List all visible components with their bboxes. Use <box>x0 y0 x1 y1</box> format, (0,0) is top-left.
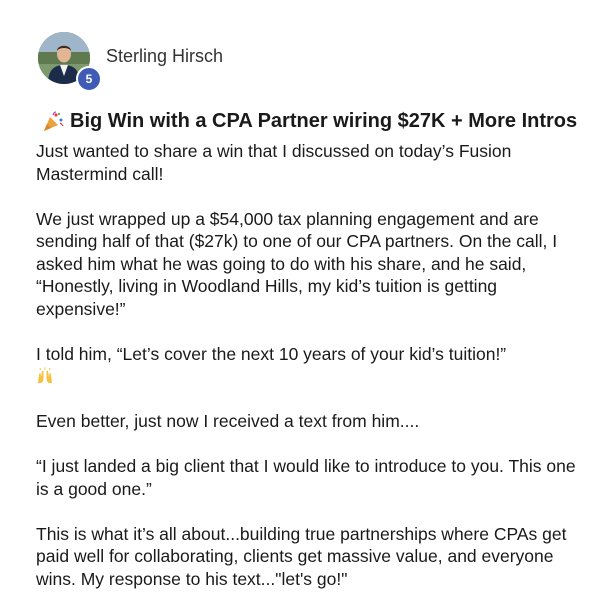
post-body <box>36 140 576 613</box>
post-paragraph-1: Just wanted to share a win that I discussed on today’s Fusion Mastermind call! <box>36 141 512 184</box>
author-name[interactable]: Sterling Hirsch <box>106 46 224 66</box>
post-paragraph-3-text: I told him, “Let’s cover the next 10 years of your kid’s tuition!” <box>36 343 507 364</box>
post-paragraph-3 <box>36 343 576 388</box>
party-popper-icon <box>42 111 64 133</box>
post-paragraph-4: Even better, just now I received a text from him.... <box>36 411 420 431</box>
post-author-header <box>38 32 438 92</box>
post-paragraph-6: This is what it’s all about...building true partnerships where CPAs get paid well for collaborating, clients get massive value, and everyone wins. My response to his text..."let's go!" <box>36 523 567 589</box>
post-title: Big Win with a CPA Partner wiring $27K + More Intros <box>70 110 578 132</box>
post-title-row <box>42 110 577 133</box>
level-badge: 5 <box>76 66 102 92</box>
post-paragraph-2: We just wrapped up a $54,000 tax planning engagement and are sending half of that ($27k) to one of our CPA partners. On the call, I asked him what he was going to do with his share, and he said, “Honestly, living in Woodland Hills, my kid’s tuition is getting expensive!” <box>36 208 558 319</box>
post-paragraph-5: “I just landed a big client that I would like to introduce to you. This one is a good one.” <box>36 456 576 499</box>
raising-hands-icon <box>36 367 54 385</box>
